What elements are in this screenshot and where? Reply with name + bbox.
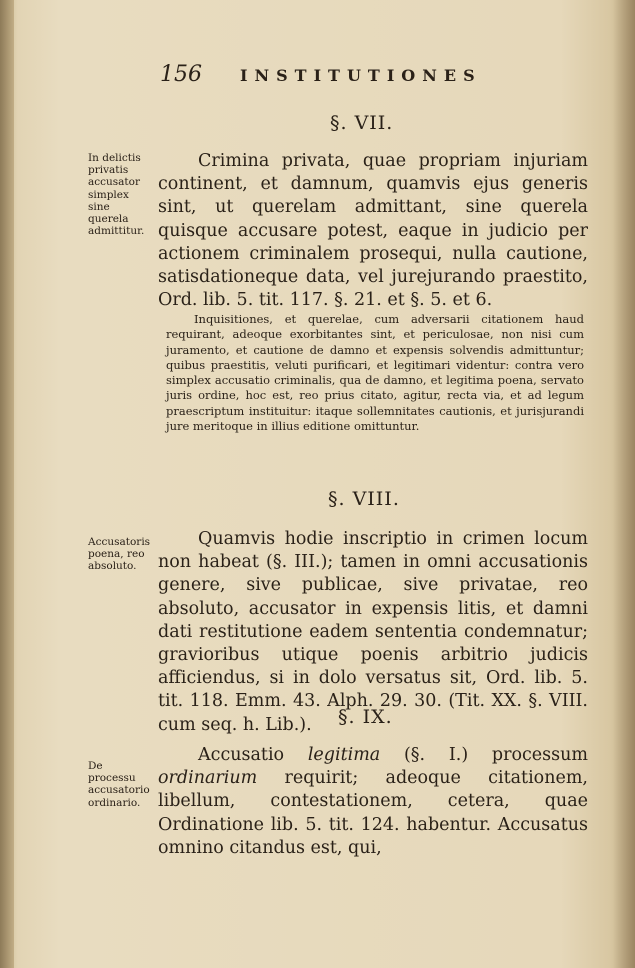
footnote-vii: Inquisitiones, et querelae, cum adversarii citationem haud requirant, adeoque exorbitantes sint, et periculosae, non nisi cum juramento, et cautione de damno et expensis solvendis admittuntur; quibus praestitis, veluti purificari, et legitimari videntur: contra vero simplex accusatio criminalis, qua de damno, et legitima poena, servato juris ordine, hoc est, reo prius citato, agitur, recta via, et ad legum praescriptum instituitur: itaque sollemnitates cautionis, et jurisjurandi jure meritoque in illius editione omittuntur. [166, 312, 584, 434]
page-edge-shadow [613, 0, 635, 968]
page-header [160, 62, 580, 92]
paragraph-vii: Crimina privata, quae propriam injuriam continent, et damnum, quamvis ejus generis sint, ut querelam admittant, sine querela quisque accusare potest, eaque in judicio per actionem criminalem prosequi, nulla cautione, satisdationeque data, vel jurejurando praestito, Ord. lib. 5. tit. 117. §. 21. et §. 5. et 6. [158, 151, 588, 311]
page-gutter-shadow [0, 0, 14, 968]
page-number: 156 [160, 62, 202, 87]
section-heading-viii: §. VIII. [328, 488, 400, 510]
paragraph-ix-suffix: requirit; adeoque citationem, libellum, contestationem, cetera, quae Ordinatione lib. 5. tit. 124. habentur. Accusatus omnino citandus est, qui, [158, 768, 588, 858]
paragraph-ix-em-ordinarium: ordinarium [158, 768, 258, 789]
section-heading-vii: §. VII. [330, 112, 394, 134]
paragraph-ix-prefix: Accusatio [198, 745, 308, 765]
running-title: INSTITUTIONES [240, 66, 482, 85]
margin-note-ix: De processu accusatorio ordinario. [88, 760, 150, 809]
margin-note-viii: Accusatoris poena, reo absoluto. [88, 536, 151, 573]
section-heading-ix: §. IX. [338, 706, 393, 728]
paragraph-viii: Quamvis hodie inscriptio in crimen locum non habeat (§. III.); tamen in omni accusationis genere, sive publicae, sive privatae, reo absoluto, accusator in expensis litis, et damni dati restitutione eadem sententia condemnatur; gravioribus utique poenis arbitrio judicis afficiendus, si in dolo versatus sit, Ord. lib. 5. tit. 118. Emm. 43. Alph. 29. 30. (Tit. XX. §. VIII. cum seq. h. Lib.). [158, 529, 588, 735]
paragraph-ix-mid: (§. I.) processum [380, 745, 588, 765]
margin-note-vii: In delictis privatis accusator simplex sine querela admittitur. [88, 152, 145, 238]
paragraph-ix-em-legitima: legitima [307, 745, 381, 765]
paragraph-ix [158, 744, 588, 860]
